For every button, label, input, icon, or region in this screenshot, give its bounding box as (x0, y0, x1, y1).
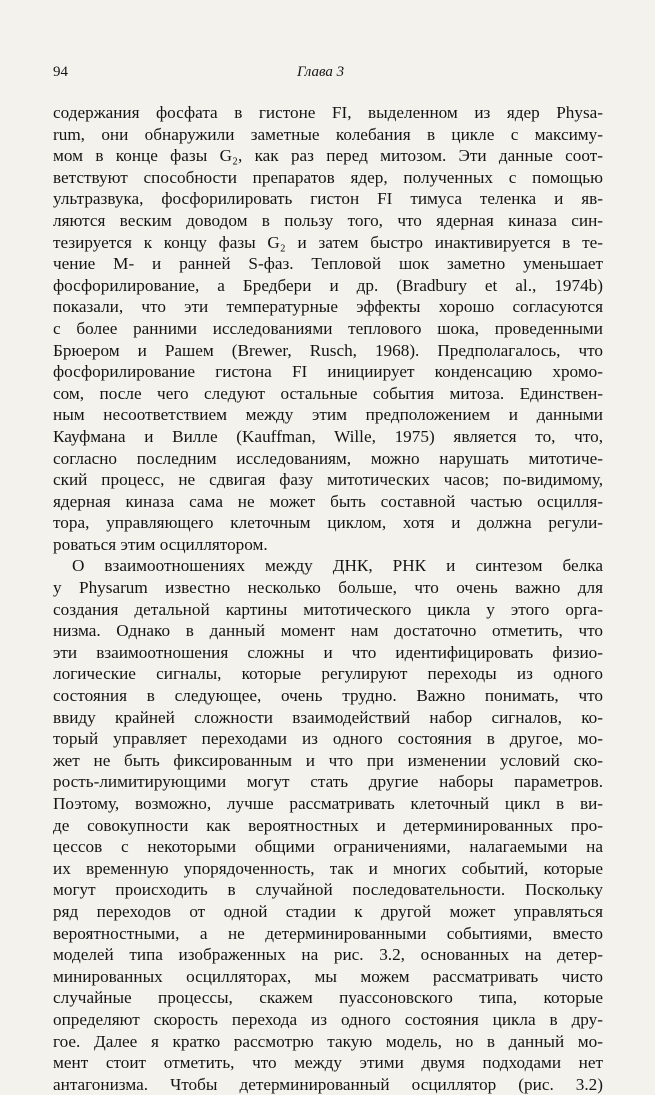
text-line: состояния в следующее, очень трудно. Важно понимать, что (53, 686, 603, 706)
text-line: ряд переходов от одной стадии к другой может управляться (53, 901, 603, 921)
text-line: у Physarum известно несколько больше, что очень важно для (53, 578, 603, 598)
text-line: антагонизма. Чтобы детерминированный осциллятор (рис. 3.2) (53, 1074, 603, 1094)
text-line: ский процесс, не сдвигая фазу митотических часов; по-видимому, (53, 470, 603, 490)
text-line: определяют скорость перехода из одного состояния цикла в дру- (53, 1009, 603, 1029)
text-line: мом в конце фазы G₂, как раз перед митозом. Эти данные соот- (53, 146, 603, 166)
text-line: содержания фосфата в гистоне FI, выделенном из ядер Physa- (53, 103, 603, 122)
text-line: Кауфмана и Вилле (Kauffman, Wille, 1975) является то, что, (53, 426, 603, 446)
text-line: рость-лимитирующими могут стать другие наборы параметров. (53, 772, 603, 792)
text-line: ляются веским доводом в пользу того, что ядерная киназа син- (53, 210, 603, 230)
text-line: могут происходить в случайной последовательности. Поскольку (53, 880, 603, 900)
text-line: ядерная киназа сама не может быть составной частью осцилля- (53, 491, 603, 511)
text-line: с более ранними исследованиями теплового шока, проведенными (53, 318, 603, 338)
text-line: создания детальной картины митотического цикла у этого орга- (53, 599, 603, 619)
text-line: тезируется к концу фазы G₂ и затем быстро инактивируется в те- (53, 232, 603, 252)
paragraph-start-line: О взаимоотношениях между ДНК, РНК и синтезом белка (72, 556, 603, 576)
text-line: rum, они обнаружили заметные колебания в цикле с максиму- (53, 124, 603, 144)
text-line: ультразвука, фосфорилировать гистон FI тимуса теленка и яв- (53, 189, 603, 209)
text-line: ным несоответствием между этим предположением и данными (53, 405, 603, 425)
text-line: логические сигналы, которые регулируют переходы из одного (53, 664, 603, 684)
page-number: 94 (53, 64, 68, 80)
text-line: ветствуют способности препаратов ядер, полученных с помощью (53, 167, 603, 187)
text-line: жет не быть фиксированным и что при изменении условий ско- (53, 750, 603, 770)
text-line: вероятностными, а не детерминированными событиями, вместо (53, 923, 603, 943)
text-line: Поэтому, возможно, лучше рассматривать клеточный цикл в ви- (53, 794, 603, 813)
text-line: Брюером и Рашем (Brewer, Rusch, 1968). Предполагалось, что (53, 340, 603, 360)
chapter-title: Глава 3 (297, 64, 345, 80)
text-line: показали, что эти температурные эффекты хорошо согласуются (53, 297, 603, 317)
text-line: согласно последним исследованиям, можно нарушать митотиче- (53, 448, 603, 468)
text-line: низма. Однако в данный момент нам достаточно отметить, что (53, 621, 603, 641)
text-line: случайные процессы, скажем пуассоновского типа, которые (53, 988, 603, 1008)
text-line: фосфорилирование гистона FI инициирует конденсацию хромо- (53, 362, 603, 382)
text-line: цессов с некоторыми общими ограничениями, налагаемыми на (53, 837, 603, 857)
text-line: мент стоит отметить, что между этими двумя подходами нет (53, 1053, 603, 1073)
paragraph-end-line: роваться этим осциллятором. (53, 534, 268, 554)
body-text (53, 102, 603, 1095)
text-line: чение M- и ранней S-фаз. Тепловой шок заметно уменьшает (53, 254, 603, 274)
text-line: фосфорилирование, а Бредбери и др. (Bradbury et al., 1974b) (53, 275, 603, 295)
text-line: моделей типа изображенных на рис. 3.2, основанных на детер- (53, 945, 603, 965)
text-line: де совокупности как вероятностных и детерминированных про- (53, 815, 603, 835)
text-line: тора, управляющего клеточным циклом, хотя и должна регули- (53, 513, 603, 533)
text-line: ввиду крайней сложности взаимодействий набор сигналов, ко- (53, 707, 603, 727)
text-line: сом, после чего следуют остальные события митоза. Единствен- (53, 383, 603, 403)
text-line: эти взаимоотношения сложны и что идентифицировать физио- (53, 642, 603, 662)
text-line: их временную упорядоченность, так и многих событий, которые (53, 858, 603, 878)
text-line: гое. Далее я кратко рассмотрю такую модель, но в данный мо- (53, 1031, 603, 1051)
page-header (53, 64, 603, 86)
text-line: минированных осцилляторах, мы можем рассматривать чисто (53, 966, 603, 986)
text-line: торый управляет переходами из одного состояния в другое, мо- (53, 729, 603, 749)
